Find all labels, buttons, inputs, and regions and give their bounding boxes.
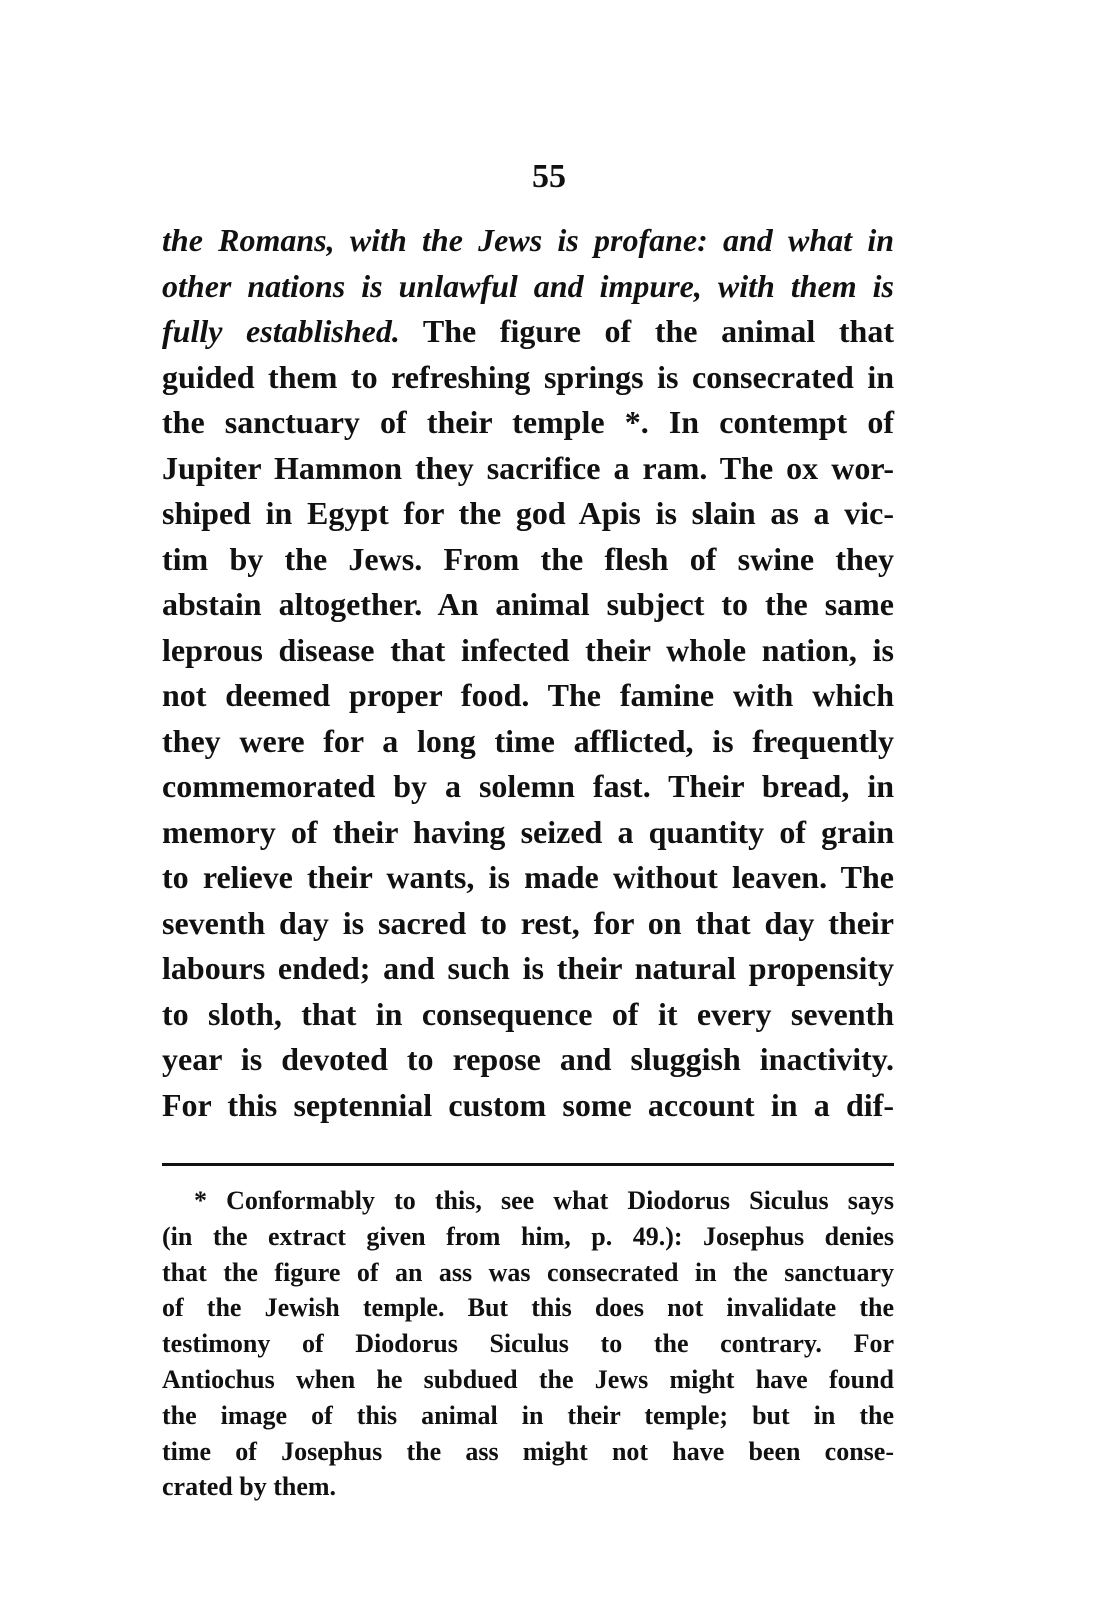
page-number: 55	[532, 158, 566, 195]
footnote-line: crated by them.	[162, 1472, 337, 1502]
text-line: other nations is unlawful and impure, with them is	[162, 267, 894, 304]
text-line: tim by the Jews. From the flesh of swine they	[162, 540, 894, 577]
text-line: abstain altogether. An animal subject to the same	[162, 586, 894, 622]
text-line	[162, 309, 894, 355]
text-line: the Romans, with the Jews is profane: and what in	[162, 222, 894, 258]
text-line: to sloth, that in consequence of it every seventh	[162, 995, 894, 1032]
text-line: memory of their having seized a quantity of grain	[162, 813, 894, 850]
footnote-line: the image of this animal in their temple; but in the	[162, 1400, 894, 1430]
body-text	[162, 218, 894, 1128]
footnote-line: (in the extract given from him, p. 49.): Josephus denies	[162, 1221, 894, 1251]
italic-run: fully established.	[162, 313, 400, 349]
footnote-line: Antiochus when he subdued the Jews might have found	[162, 1364, 894, 1394]
text-line: Jupiter Hammon they sacrifice a ram. The ox wor-	[162, 449, 894, 486]
text-line: For this septennial custom some account in a dif-	[162, 1086, 894, 1123]
text-line: not deemed proper food. The famine with which	[162, 677, 894, 713]
text-line: year is devoted to repose and sluggish inactivity.	[162, 1041, 894, 1077]
footnote-line: time of Josephus the ass might not have been conse-	[162, 1436, 894, 1466]
text-line: they were for a long time afflicted, is frequently	[162, 722, 894, 759]
text-line: seventh day is sacred to rest, for on that day their	[162, 904, 894, 941]
text-line: shiped in Egypt for the god Apis is slain as a vic-	[162, 495, 894, 531]
text-line: commemorated by a solemn fast. Their bread, in	[162, 768, 894, 804]
text-line: leprous disease that infected their whole nation, is	[162, 631, 894, 668]
text-line: to relieve their wants, is made without leaven. The	[162, 859, 894, 895]
roman-run: The figure of the animal that	[399, 313, 895, 349]
text-line: labours ended; and such is their natural propensity	[162, 950, 894, 986]
footnote	[162, 1183, 894, 1505]
footnote-separator	[162, 1163, 894, 1166]
footnote-line: that the figure of an ass was consecrated in the sanctuary	[162, 1257, 894, 1287]
footnote-line: of the Jewish temple. But this does not invalidate the	[162, 1293, 894, 1323]
footnote-line: * Conformably to this, see what Diodorus Siculus says	[194, 1186, 894, 1215]
text-line: guided them to refreshing springs is consecrated in	[162, 358, 894, 395]
footnote-line: testimony of Diodorus Siculus to the contrary. For	[162, 1329, 894, 1359]
text-line: the sanctuary of their temple *. In contempt of	[162, 404, 894, 440]
